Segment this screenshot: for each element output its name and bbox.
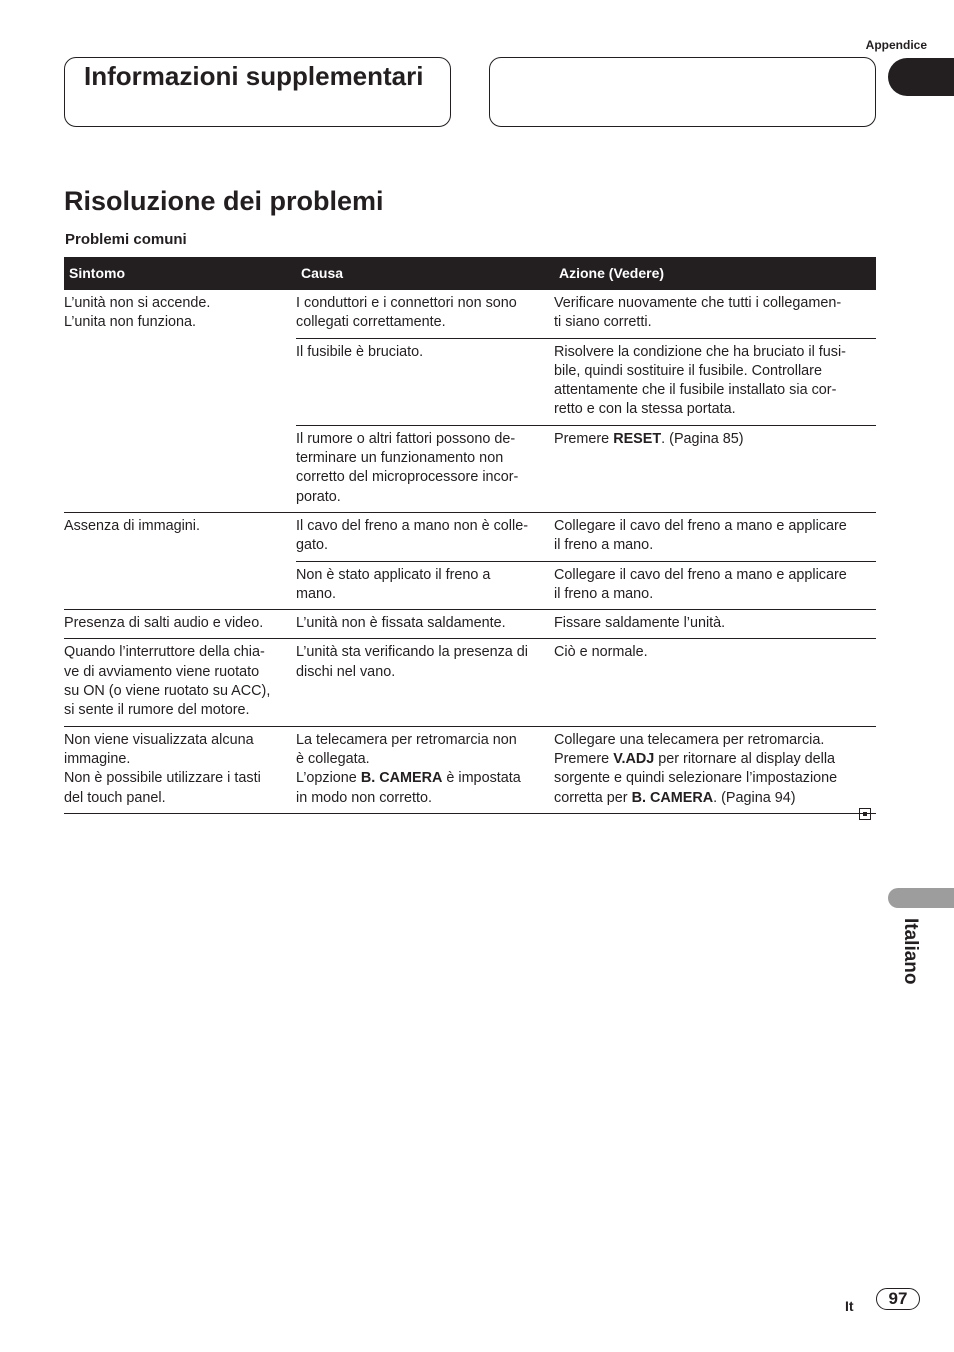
language-label: Italiano <box>900 918 921 985</box>
column-header-symptom: Sintomo <box>64 257 296 290</box>
troubleshooting-table <box>64 257 876 814</box>
symptom-cell: Presenza di salti audio e video. <box>64 610 296 639</box>
b-camera-label: B. CAMERA <box>360 770 443 787</box>
reset-key-label: RESET <box>613 430 662 447</box>
end-of-section-icon <box>859 808 871 820</box>
column-header-cause: Causa <box>296 257 554 290</box>
table-row <box>64 726 876 813</box>
symptom-cell: Non viene visualizzata alcuna immagine. Non è possibile utilizzare i tasti del touch panel. <box>64 726 296 813</box>
cause-cell: La telecamera per retromarcia non è collegata. L’opzione B. CAMERA è impostata in modo non corretto. <box>296 726 554 813</box>
action-cell: Verificare nuovamente che tutti i collegamen- ti siano corretti. <box>554 290 876 338</box>
table-row <box>64 610 876 639</box>
appendix-label: Appendice <box>865 38 927 52</box>
action-cell: Risolvere la condizione che ha bruciato il fusi- bile, quindi sostituire il fusibile. Controllare attentamente che il fusibile installato sia cor- retto e con la stessa portata. <box>554 338 876 425</box>
action-cell: Ciò e normale. <box>554 639 876 726</box>
section-tab-marker <box>888 58 954 96</box>
page-number: 97 <box>876 1288 920 1310</box>
symptom-cell: L’unità non si accende. L’unita non funziona. <box>64 290 296 512</box>
column-header-action: Azione (Vedere) <box>554 257 876 290</box>
b-camera-label: B. CAMERA <box>631 789 714 806</box>
symptom-cell: Quando l’interruttore della chia- ve di avviamento viene ruotato su ON (o viene ruotato su ACC), si sente il rumore del motore. <box>64 639 296 726</box>
cause-cell: Il cavo del freno a mano non è colle- gato. <box>296 512 554 561</box>
cause-cell: L’unità sta verificando la presenza di dischi nel vano. <box>296 639 554 726</box>
symptom-cell: Assenza di immagini. <box>64 512 296 609</box>
cause-cell: Non è stato applicato il freno a mano. <box>296 561 554 610</box>
table-row <box>64 639 876 726</box>
v-adj-key-label: V.ADJ <box>613 750 655 767</box>
empty-header-box <box>489 57 876 127</box>
cause-cell: Il rumore o altri fattori possono de- terminare un funzionamento non corretto del microprocessore incor- porato. <box>296 425 554 512</box>
action-cell: Collegare il cavo del freno a mano e applicare il freno a mano. <box>554 561 876 610</box>
table-row <box>64 512 876 561</box>
language-code: It <box>845 1298 854 1314</box>
table-row <box>64 290 876 338</box>
action-cell: Fissare saldamente l’unità. <box>554 610 876 639</box>
subsection-title: Problemi comuni <box>65 231 187 248</box>
table-header-row <box>64 257 876 290</box>
section-title: Informazioni supplementari <box>84 61 424 91</box>
action-cell: Premere RESET. (Pagina 85) <box>554 425 876 512</box>
language-tab-marker <box>888 888 954 908</box>
cause-cell: Il fusibile è bruciato. <box>296 338 554 425</box>
page-title: Risoluzione dei problemi <box>64 186 384 216</box>
section-header-box <box>64 57 451 127</box>
action-cell: Collegare una telecamera per retromarcia. Premere V.ADJ per ritornare al display della sorgente e quindi selezionare l’impostazione corretta per B. CAMERA. (Pagina 94) <box>554 726 876 813</box>
action-cell: Collegare il cavo del freno a mano e applicare il freno a mano. <box>554 512 876 561</box>
cause-cell: I conduttori e i connettori non sono collegati correttamente. <box>296 290 554 338</box>
cause-cell: L’unità non è fissata saldamente. <box>296 610 554 639</box>
